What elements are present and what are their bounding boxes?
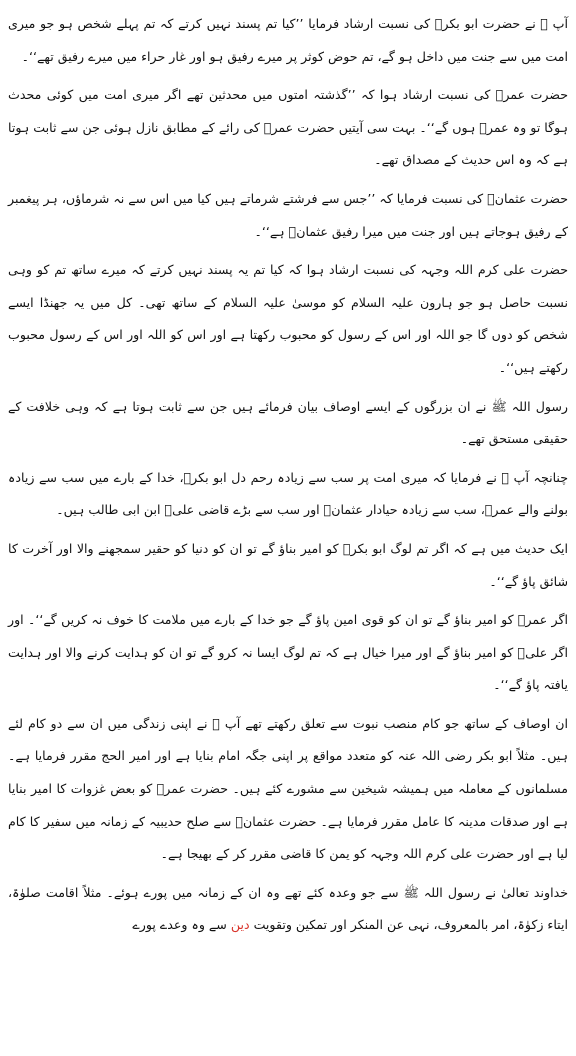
paragraph-hadith-umar-ali	[8, 604, 568, 702]
paragraph-qualities	[8, 391, 568, 456]
highlighted-word: دین	[230, 917, 250, 933]
paragraph-text: حضرت عثمانؓ کی نسبت فرمایا کہ ’’جس سے فرشتے شرماتے ہیں کیا میں اس سے نہ شرماؤں، ہر پیغمبر کے رفیق ہوجاتے ہیں اور جنت میں میرا رفیق عثمانؓ ہے‘‘۔	[8, 190, 568, 239]
paragraph-text: حضرت علی کرم اللہ وجہہ کی نسبت ارشاد ہوا کہ کیا تم یہ پسند نہیں کرتے کہ میرے ساتھ تم کو وہی نسبت حاصل ہو جو ہارون علیہ السلام کو موسیٰ علیہ السلام کے ساتھ تھی۔ کل میں یہ جھنڈا ایسے شخص کو دوں گا جو اللہ اور اس کے رسول کو محبوب رکھتا ہے اور اس کو اللہ اور اس کے رسول محبوب رکھتے ہیں‘‘۔	[8, 262, 568, 375]
paragraph-prophetic-duties	[8, 708, 568, 871]
paragraph-ummah-mercy	[8, 462, 568, 527]
paragraph-text: چنانچہ آپ ﷺ نے فرمایا کہ میری امت پر سب سے زیادہ رحم دل ابو بکرؓ، خدا کے بارے میں سب سے زیادہ بولنے والے عمرؓ، سب سے زیادہ حیادار عثمانؓ اور سب سے بڑے قاضی علیؓ ابن ابی طالب ہیں۔	[8, 469, 568, 518]
paragraph-divine-promises	[8, 877, 568, 942]
paragraph-uthman	[8, 183, 568, 248]
paragraph-hadith-abu-bakr	[8, 533, 568, 598]
paragraph-ali	[8, 254, 568, 384]
paragraph-umar	[8, 79, 568, 177]
paragraph-text: ایک حدیث میں ہے کہ اگر تم لوگ ابو بکرؓ کو امیر بناؤ گے تو ان کو دنیا کو حقیر سمجھنے والا اور آخرت کا شائق پاؤ گے‘‘۔	[8, 540, 568, 589]
paragraph-text: ان اوصاف کے ساتھ جو کام منصب نبوت سے تعلق رکھتے تھے آپ ﷺ نے اپنی زندگی میں ان سے دو کام لئے ہیں۔ مثلاً ابو بکر رضی اللہ عنہ کو متعدد مواقع پر اپنی جگہ امام بنایا ہے اور امیر الحج مقرر فرمایا ہے۔ مسلمانوں کے معاملہ میں ہمیشہ شیخین سے مشورے کئے ہیں۔ حضرت عمرؓ کو بعض غزوات کا امیر بنایا ہے اور صدقات مدینہ کا عامل مقرر فرمایا ہے۔ حضرت عثمانؓ سے صلح حدیبیہ کے زمانہ میں سفیر کا کام لیا ہے اور حضرت علی کرم اللہ وجہہ کو یمن کا قاضی مقرر کر کے بھیجا ہے۔	[8, 715, 568, 862]
paragraph-text: سے وہ وعدے پورے	[132, 917, 231, 933]
paragraph-abu-bakr	[8, 8, 568, 73]
paragraph-text: خداوند تعالیٰ نے رسول اللہ ﷺ سے جو وعدہ کئے تھے وہ ان کے زمانہ میں پورے ہوئے۔ مثلاً اقامت صلوٰۃ، ایتاء زکوٰۃ، امر بالمعروف، نہی عن المنکر اور تمکین وتقویت	[8, 884, 568, 933]
paragraph-text: آپ ﷺ نے حضرت ابو بکرؓ کی نسبت ارشاد فرمایا ’’کیا تم پسند نہیں کرتے کہ تم پہلے شخص ہو جو میری امت میں سے جنت میں داخل ہو گے، تم حوض کوثر پر میرے رفیق ہو اور غار حراء میں میرے رفیق تھے‘‘۔	[8, 16, 568, 64]
paragraph-text: اگر عمرؓ کو امیر بناؤ گے تو ان کو قوی امین پاؤ گے جو خدا کے بارے میں ملامت کا خوف نہ کریں گے‘‘۔ اور اگر علیؓ کو امیر بناؤ گے اور میرا خیال ہے کہ تم لوگ ایسا نہ کرو گے تو ان کو ہدایت کرنے والا اور ہدایت یافتہ پاؤ گے‘‘۔	[8, 612, 568, 693]
paragraph-text: حضرت عمرؓ کی نسبت ارشاد ہوا کہ ’’گذشتہ امتوں میں محدثین تھے اگر میری امت میں کوئی محدث ہوگا تو وہ عمرؓ ہوں گے‘‘۔ بہت سی آیتیں حضرت عمرؓ کی رائے کے مطابق نازل ہوئی جن سے ثابت ہوتا ہے کہ وہ اس حدیث کے مصداق تھے۔	[8, 87, 568, 168]
paragraph-text: رسول اللہ ﷺ نے ان بزرگوں کے ایسے اوصاف بیان فرمائے ہیں جن سے ثابت ہوتا ہے کہ وہی خلافت کے حقیقی مستحق تھے۔	[8, 398, 568, 447]
